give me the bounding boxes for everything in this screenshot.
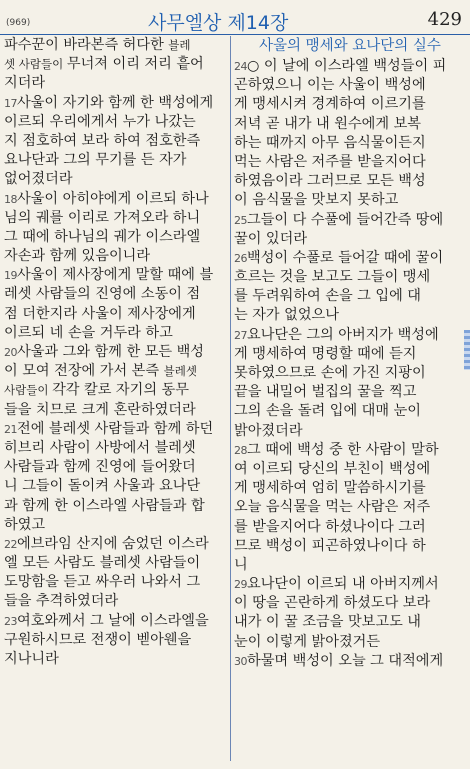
verse-text: 전에 블레셋 사람들과 함께 하던 (17, 420, 214, 437)
verse-text: 를 두려워하여 손을 그 입에 대 (234, 288, 422, 305)
verse-text: 구원하시므로 전쟁이 벧아웬을 (4, 631, 192, 648)
text-line (234, 633, 466, 652)
text-line (4, 190, 227, 209)
text-line (234, 383, 466, 402)
verse-text: 엘 모든 사람도 블레셋 사람들이 (4, 555, 201, 572)
text-line (4, 247, 227, 266)
verse-number: 20 (4, 346, 17, 359)
verse-text: 꿀이 있더라 (234, 230, 308, 247)
text-line (234, 191, 466, 210)
verse-text: 점 더한지라 사울이 제사장에게 (4, 305, 196, 322)
verse-text: 백성이 수풀로 들어갈 때에 꿀이 (247, 249, 444, 266)
verse-number: 22 (4, 537, 17, 551)
text-line (234, 153, 466, 172)
text-line (4, 266, 227, 285)
verse-text: 들을 치므로 크게 혼란하였더라 (4, 401, 196, 418)
thumb-index-tab (464, 330, 470, 370)
verse-text: 요나단은 그의 아버지가 백성에 (247, 326, 439, 343)
verse-text: 내가 이 꿀 조금을 맛보고도 내 (234, 614, 422, 631)
verse-text: 하였음이라 그러므로 모든 백성 (234, 173, 426, 190)
verse-text: 들을 추격하였더라 (4, 593, 119, 610)
text-line (4, 420, 227, 439)
verse-text: 곤하였으니 이는 사울이 백성에 (234, 77, 426, 94)
verse-text: ○ 이 날에 이스라엘 백성들이 피 (247, 58, 447, 74)
text-line (234, 134, 466, 153)
verse-text: 못하였으므로 손에 가진 지팡이 (234, 365, 426, 381)
text-line (4, 362, 227, 381)
text-line (4, 650, 227, 669)
text-line (234, 537, 466, 556)
verse-number: 18 (4, 192, 17, 206)
text-line (234, 345, 466, 364)
text-line (234, 652, 466, 671)
text-line (234, 95, 466, 114)
text-line (234, 556, 466, 575)
verse-text: 셋 사람들이 (4, 57, 67, 72)
text-line (234, 249, 466, 268)
text-line (4, 209, 227, 228)
verse-number: 25 (234, 213, 247, 227)
verse-text: 게 맹세하여 명령할 때에 듣지 (234, 345, 417, 362)
verse-text: 히브리 사람이 사방에서 블레셋 (4, 439, 196, 456)
right-column-text (234, 57, 466, 671)
verse-text: 님의 궤를 이리로 가져오라 하니 (4, 209, 201, 226)
verse-text: 를 받을지어다 하셨나이다 그러 (234, 518, 426, 535)
left-column (4, 36, 227, 669)
text-line (4, 516, 227, 535)
verse-text: 여호와께서 그 날에 이스라엘을 (17, 612, 209, 629)
text-line (4, 612, 227, 631)
verse-number: 26 (234, 251, 247, 265)
verse-text: 이르되 네 손을 거두라 하고 (4, 324, 173, 341)
text-line (4, 497, 227, 516)
verse-number: 24 (234, 60, 247, 73)
verse-number: 17 (4, 96, 17, 110)
text-line (4, 343, 227, 362)
page-header (0, 0, 470, 36)
text-line (4, 324, 227, 343)
text-line (234, 594, 466, 613)
header-divider (0, 34, 470, 35)
text-line (234, 575, 466, 594)
verse-text: 그 때에 백성 중 한 사람이 말하 (247, 441, 439, 458)
text-line (234, 230, 466, 249)
verse-text: 자손과 함께 있음이니라 (4, 248, 151, 265)
text-line (4, 132, 227, 151)
text-line (4, 305, 227, 324)
verse-number: 29 (234, 578, 247, 592)
page-title: 사무엘상 제14장 (148, 12, 289, 34)
text-line (4, 573, 227, 592)
verse-text: 하물며 백성이 오늘 그 대적에게 (247, 652, 444, 669)
verse-text: 그의 손을 돌려 입에 대매 눈이 (234, 403, 422, 420)
text-line (4, 554, 227, 573)
verse-text: 이 땅을 곤란하게 하셨도다 보라 (234, 595, 431, 612)
verse-text: 그들이 다 수풀에 들어간즉 땅에 (247, 211, 444, 228)
verse-text: 게 맹세하여 엄히 말씀하시기를 (234, 480, 426, 497)
text-line (234, 326, 466, 345)
text-line (234, 422, 466, 441)
text-line (234, 268, 466, 287)
verse-text: 니 그들이 돌이켜 사울과 요나단 (4, 478, 201, 495)
verse-number: 30 (234, 654, 247, 668)
verse-text: 지 점호하여 보라 하여 점호한즉 (4, 132, 201, 149)
text-line (234, 402, 466, 421)
verse-text: 하였고 (4, 516, 46, 533)
text-line (4, 285, 227, 304)
text-line (234, 57, 466, 76)
verse-text: 없어졌더라 (4, 171, 73, 188)
verse-text: 이르되 우리에게서 누가 나갔는 (4, 113, 196, 130)
verse-text: 사울이 아히야에게 이르되 하나 (17, 190, 209, 207)
verse-text: 사람들이 (4, 383, 53, 398)
verse-text: 지더라 (4, 75, 46, 92)
verse-text: 밝아졌더라 (234, 422, 303, 439)
text-line (4, 36, 227, 55)
text-line (4, 94, 227, 113)
verse-text: 오늘 음식물을 먹는 사람은 저주 (234, 499, 431, 516)
verse-text: 는 자가 없었으나 (234, 307, 339, 324)
verse-text: 파수꾼이 바라본즉 허다한 (4, 37, 169, 53)
text-line (234, 498, 466, 517)
text-line (4, 477, 227, 496)
text-line (234, 479, 466, 498)
text-line (4, 381, 227, 400)
text-line (4, 228, 227, 247)
verse-text: 사람들과 함께 진영에 들어왔더 (4, 459, 196, 476)
text-line (4, 74, 227, 93)
verse-text: 니 (234, 556, 248, 573)
verse-text: 므로 백성이 피곤하였나이다 하 (234, 537, 426, 554)
column-divider (230, 36, 231, 761)
verse-text: 여 이르되 당신의 부친이 백성에 (234, 460, 431, 477)
verse-number: 27 (234, 328, 247, 342)
verse-text: 게 맹세시켜 경계하여 이르기를 (234, 96, 426, 113)
verse-text: 도망함을 듣고 싸우러 나와서 그 (4, 574, 201, 591)
text-line (4, 55, 227, 74)
verse-number: 21 (4, 422, 17, 436)
text-line (4, 439, 227, 458)
verse-text: 흐르는 것을 보고도 그들이 맹세 (234, 269, 431, 286)
text-line (234, 172, 466, 191)
verse-number: 23 (4, 614, 17, 628)
verse-text: 사울이 제사장에게 말할 때에 블 (17, 267, 214, 284)
verse-text: 각각 칼로 자기의 동무 (52, 382, 189, 399)
verse-text: 무너져 이리 저리 흩어 (66, 56, 204, 73)
verse-text: 사울과 그와 함께 한 모든 백성 (17, 344, 205, 360)
text-line (234, 518, 466, 537)
verse-text: 과 함께 한 이스라엘 사람들과 합 (4, 497, 205, 514)
text-line (4, 458, 227, 477)
verse-text: 저녁 곧 내가 내 원수에게 보복 (234, 115, 422, 132)
text-line (234, 364, 466, 383)
verse-text: 지나니라 (4, 651, 59, 667)
verse-number: 28 (234, 443, 247, 457)
right-column (234, 36, 466, 671)
verse-text: 블레 (168, 38, 191, 52)
text-line (4, 170, 227, 189)
text-line (234, 115, 466, 134)
text-line (234, 441, 466, 460)
text-line (4, 113, 227, 132)
text-line (234, 306, 466, 325)
verse-text: 요나단이 이르되 내 아버지께서 (247, 576, 439, 593)
page-code: (969) (6, 18, 31, 28)
section-heading: 사울의 맹세와 요나단의 실수 (259, 38, 441, 54)
verse-text: 그 때에 하나님의 궤가 이스라엘 (4, 228, 201, 245)
verse-text: 에브라임 산지에 숨었던 이스라 (17, 535, 209, 552)
verse-text: 끝을 내밀어 벌집의 꿀을 찍고 (234, 384, 417, 401)
text-line (234, 287, 466, 306)
text-line (4, 631, 227, 650)
verse-text: 블레셋 (163, 364, 197, 379)
text-line (4, 401, 227, 420)
text-line (234, 211, 466, 230)
text-line (4, 592, 227, 611)
page-number: 429 (427, 9, 462, 30)
text-line (4, 151, 227, 170)
verse-text: 이 모여 전장에 가서 본즉 (4, 363, 164, 380)
verse-number: 19 (4, 269, 17, 283)
verse-text: 레셋 사람들의 진영에 소동이 점 (4, 286, 201, 303)
text-line (234, 460, 466, 479)
text-line (234, 613, 466, 632)
verse-text: 요나단과 그의 무기를 든 자가 (4, 152, 187, 169)
verse-text: 눈이 이렇게 밝아졌거든 (234, 633, 381, 650)
verse-text: 이 음식물을 맛보지 못하고 (234, 192, 399, 209)
text-line (234, 76, 466, 95)
text-line (4, 535, 227, 554)
verse-text: 먹는 사람은 저주를 받을지어다 (234, 153, 426, 170)
verse-text: 사울이 자기와 함께 한 백성에게 (17, 94, 214, 111)
verse-text: 하는 때까지 아무 음식물이든지 (234, 134, 426, 151)
